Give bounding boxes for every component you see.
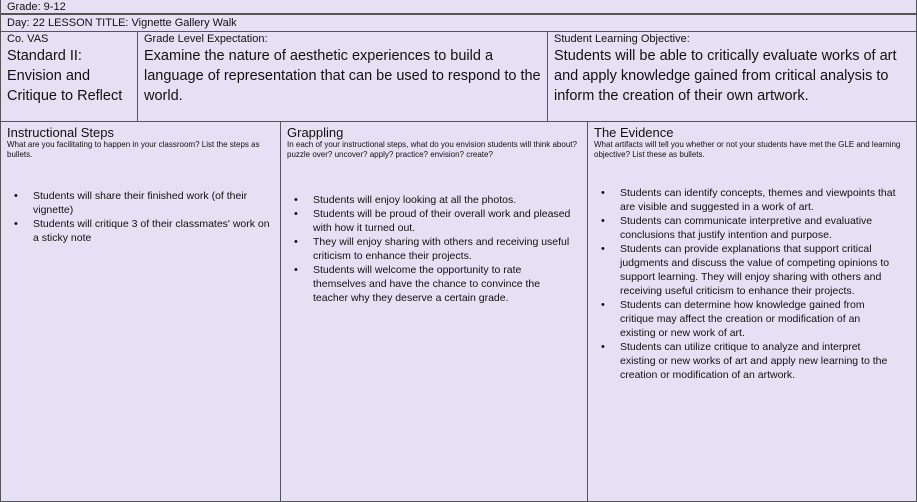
lesson-title: Day: 22 LESSON TITLE: Vignette Gallery Walk — [7, 17, 237, 29]
grade-row — [0, 0, 917, 14]
grappling-list — [287, 193, 581, 305]
steps-title: Instructional Steps — [7, 125, 114, 140]
steps-column — [0, 121, 281, 502]
list-item: • Students will critique 3 of their classmates' work on a sticky note — [7, 217, 270, 245]
list-item: • Students will enjoy looking at all the photos. — [287, 193, 575, 207]
grappling-column — [280, 121, 588, 502]
list-item: • Students will welcome the opportunity to rate themselves and have the chance to convince the teacher why they deserve a certain grade. — [287, 263, 575, 305]
gle-text: Examine the nature of aesthetic experiences to build a language of representation that can be used to respond to the world. — [144, 48, 541, 104]
list-item: • Students can utilize critique to analyze and interpret existing or new works of art and apply new learning to the creation or modification of an artwork. — [594, 340, 896, 382]
slo-text: Students will be able to critically evaluate works of art and apply knowledge gained from critical analysis to inform the creation of their own artwork. — [554, 48, 897, 104]
gle-label: Grade Level Expectation: — [144, 33, 268, 45]
list-item: • Students can determine how knowledge gained from critique may affect the creation or modification of an existing or new work of art. — [594, 298, 896, 340]
standard-label: Co. VAS — [7, 33, 49, 45]
evidence-title: The Evidence — [594, 125, 674, 140]
steps-subtitle: What are you facilitating to happen in your classroom? List the steps as bullets. — [7, 140, 260, 159]
slo-label: Student Learning Objective: — [554, 33, 690, 45]
list-item: • Students can communicate interpretive and evaluative conclusions that justify intention and purpose. — [594, 214, 896, 242]
list-item: • They will enjoy sharing with others and receiving useful criticism to enhance their projects. — [287, 235, 575, 263]
list-item: • Students will be proud of their overall work and pleased with how it turned out. — [287, 207, 575, 235]
gle-cell — [137, 31, 548, 122]
grappling-title: Grappling — [287, 125, 344, 140]
list-item: • Students can identify concepts, themes and viewpoints that are visible and suggested in a work of art. — [594, 186, 896, 214]
steps-list — [7, 189, 274, 245]
grade-label: Grade: 9-12 — [7, 1, 66, 13]
evidence-list — [594, 186, 910, 382]
day-title-row — [0, 14, 917, 32]
slo-cell — [547, 31, 917, 122]
standard-cell — [0, 31, 138, 122]
list-item: • Students will share their finished work (of their vignette) — [7, 189, 270, 217]
grappling-subtitle: In each of your instructional steps, what do you envision students will think about? puzzle over? uncover? apply? practice? envision? create? — [287, 140, 577, 159]
standard-text: Standard II: Envision and Critique to Reflect — [7, 48, 123, 104]
evidence-subtitle: What artifacts will tell you whether or not your students have met the GLE and learning objective? List these as bullets. — [594, 140, 901, 159]
list-item: • Students can provide explanations that support critical judgments and discuss the value of competing opinions to support learning. They will enjoy sharing with others and receiving useful criticism to enhance their projects. — [594, 242, 896, 298]
evidence-column — [587, 121, 917, 502]
